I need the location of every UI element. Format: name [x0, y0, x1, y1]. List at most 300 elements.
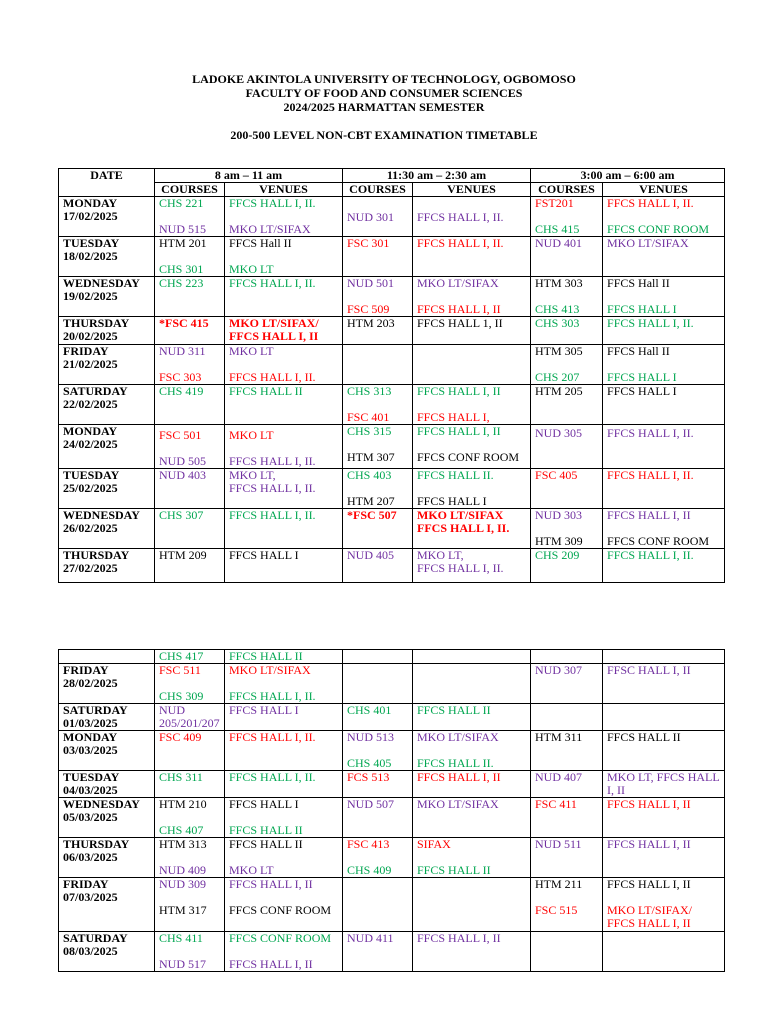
venue-cell: [225, 798, 343, 838]
day-row: [59, 771, 725, 798]
timetable-part-1: [58, 168, 725, 583]
venue-cell: [603, 277, 725, 317]
venue-name: FFCS HALL I, II: [607, 797, 691, 811]
venue-name: MKO LT/SIFAX: [229, 222, 311, 236]
venue-name: FFCS HALL I, II.: [229, 481, 316, 495]
venue-name: FFCS HALL I, II.: [607, 316, 694, 330]
exam-date: 20/02/2025: [63, 329, 118, 343]
course-code: NUD 307: [535, 663, 582, 677]
venue-name: FFCS HALL I, II: [417, 384, 501, 398]
date-cell: [59, 277, 155, 317]
day-row: [59, 731, 725, 771]
venue-name: FFCS HALL I, II: [607, 916, 691, 930]
course-code: HTM 209: [159, 548, 207, 562]
course-cell: [531, 237, 603, 277]
exam-date: 18/02/2025: [63, 249, 118, 263]
course-cell: [531, 771, 603, 798]
day-name: WEDNESDAY: [63, 508, 140, 522]
timetable-part-2: [58, 649, 725, 972]
venue-name: FFCS HALL I, II.: [607, 468, 694, 482]
exam-date: 22/02/2025: [63, 397, 118, 411]
slot2-header: 11:30 am – 2:30 am: [343, 169, 531, 183]
course-code: NUD 401: [535, 236, 583, 250]
exam-date: 26/02/2025: [63, 521, 118, 535]
venue-name: FFCS HALL I, II.: [607, 548, 694, 562]
courses-header: COURSES: [155, 183, 225, 197]
course-code: HTM 311: [535, 730, 583, 744]
date-cell: [59, 317, 155, 345]
course-code: HTM 303: [535, 276, 583, 290]
course-cell: [155, 277, 225, 317]
course-code: NUD 311: [159, 344, 206, 358]
venue-name: FFCS Hall II: [607, 276, 670, 290]
day-name: THURSDAY: [63, 548, 130, 562]
venue-name: FFCS HALL II: [229, 823, 303, 837]
course-cell: [531, 878, 603, 932]
venue-name: FFCS HALL I, II.: [417, 521, 510, 535]
venue-name: FFCS HALL I, II: [607, 837, 691, 851]
slot1-header: 8 am – 11 am: [155, 169, 343, 183]
course-code: FSC 411: [535, 797, 577, 811]
venue-name: FFCS HALL I: [229, 797, 299, 811]
venue-name: FFCS HALL I, II.: [607, 426, 694, 440]
course-code: CHS 303: [535, 316, 580, 330]
course-cell: [531, 469, 603, 509]
day-row: [59, 197, 725, 237]
course-cell: [155, 237, 225, 277]
venue-name: FFCS HALL I, II: [229, 877, 313, 891]
day-row: [59, 549, 725, 583]
venue-name: FFCS HALL I, II.: [607, 196, 694, 210]
course-cell: [531, 509, 603, 549]
course-code: NUD 507: [347, 797, 394, 811]
venue-cell: [603, 838, 725, 878]
day-name: TUESDAY: [63, 468, 120, 482]
course-cell: [531, 549, 603, 583]
venue-cell: [225, 932, 343, 972]
course-cell: [531, 798, 603, 838]
day-row: [59, 277, 725, 317]
exam-date: 24/02/2025: [63, 437, 118, 451]
day-row: [59, 704, 725, 731]
course-code: HTM 201: [159, 236, 207, 250]
course-code: HTM 211: [535, 877, 583, 891]
venue-name: FFCS Hall II: [229, 236, 292, 250]
venues-header: VENUES: [603, 183, 725, 197]
venue-cell: [413, 509, 531, 549]
course-code: FSC 401: [347, 410, 390, 424]
venue-cell: [603, 664, 725, 704]
course-code: *FSC 415: [159, 316, 209, 330]
venue-name: FFCS CONF ROOM: [607, 534, 710, 548]
course-code: HTM 210: [159, 797, 207, 811]
exam-date: 01/03/2025: [63, 716, 118, 730]
course-code: NUD 517: [159, 957, 206, 971]
day-name: FRIDAY: [63, 663, 109, 677]
course-code: NUD 409: [159, 863, 206, 877]
venue-cell: [603, 731, 725, 771]
course-code: NUD 403: [159, 468, 206, 482]
venue-name: SIFAX: [417, 837, 451, 851]
venue-cell: [225, 731, 343, 771]
course-cell: [531, 317, 603, 345]
venue-cell: [225, 771, 343, 798]
venue-cell: [413, 664, 531, 704]
course-code: *FSC 507: [347, 508, 397, 522]
course-code: HTM 317: [159, 903, 207, 917]
venue-name: MKO LT: [229, 262, 274, 276]
venue-cell: [225, 237, 343, 277]
course-code: CHS 313: [347, 384, 392, 398]
venue-cell: [225, 650, 343, 664]
day-row: [59, 838, 725, 878]
course-code: FSC 515: [535, 903, 578, 917]
day-name: TUESDAY: [63, 236, 120, 250]
course-code: FSC 405: [535, 468, 578, 482]
course-code: NUD 511: [535, 837, 582, 851]
venue-name: MKO LT/SIFAX/: [607, 903, 693, 917]
course-cell: [343, 704, 413, 731]
day-name: THURSDAY: [63, 316, 130, 330]
date-cell: [59, 664, 155, 704]
venue-cell: [225, 704, 343, 731]
course-code: HTM 207: [347, 494, 395, 508]
venue-cell: [603, 345, 725, 385]
day-name: FRIDAY: [63, 344, 109, 358]
venue-name: FFCS HALL II.: [417, 756, 494, 770]
venue-name: MKO LT: [229, 863, 274, 877]
course-code: HTM 305: [535, 344, 583, 358]
course-code: 205/201/207: [159, 716, 220, 730]
venue-cell: [603, 549, 725, 583]
course-code: CHS 417: [159, 649, 204, 663]
venue-cell: [413, 798, 531, 838]
date-cell: [59, 345, 155, 385]
course-cell: [155, 771, 225, 798]
course-code: CHS 301: [159, 262, 204, 276]
course-cell: [531, 277, 603, 317]
venue-name: MKO LT: [229, 344, 274, 358]
course-code: FSC 413: [347, 837, 390, 851]
course-code: CHS 311: [159, 770, 203, 784]
slot3-header: 3:00 am – 6:00 am: [531, 169, 725, 183]
venue-cell: [603, 798, 725, 838]
exam-date: 28/02/2025: [63, 676, 118, 690]
venue-name: MKO LT/SIFAX: [417, 276, 499, 290]
venue-name: FFCS HALL I, II: [417, 302, 501, 316]
faculty-name: FACULTY OF FOOD AND CONSUMER SCIENCES: [245, 86, 523, 100]
course-cell: [155, 385, 225, 425]
course-code: HTM 307: [347, 450, 395, 464]
course-cell: [155, 345, 225, 385]
date-cell: [59, 425, 155, 469]
venue-cell: [413, 469, 531, 509]
course-cell: [155, 838, 225, 878]
date-cell: [59, 771, 155, 798]
venue-cell: [603, 425, 725, 469]
venue-name: MKO LT, FFCS HALL I, II: [607, 770, 720, 797]
date-cell: [59, 237, 155, 277]
course-cell: [343, 731, 413, 771]
course-code: FSC 501: [159, 428, 202, 442]
venues-header: VENUES: [413, 183, 531, 197]
venue-name: FFCS HALL II: [229, 649, 303, 663]
venue-name: FFCS CONF ROOM: [607, 222, 710, 236]
date-cell: [59, 798, 155, 838]
exam-date: 06/03/2025: [63, 850, 118, 864]
day-row: [59, 469, 725, 509]
venue-name: FFCS HALL I, II: [417, 931, 501, 945]
course-cell: [155, 197, 225, 237]
course-cell: [155, 469, 225, 509]
venue-name: FFCS HALL II: [229, 384, 303, 398]
document-header: [0, 72, 768, 142]
course-cell: [343, 771, 413, 798]
course-code: CHS 221: [159, 196, 204, 210]
course-cell: [155, 509, 225, 549]
day-row: [59, 425, 725, 469]
venue-cell: [413, 878, 531, 932]
day-row: [59, 237, 725, 277]
venue-name: FFSC HALL I, II: [607, 663, 691, 677]
day-name: MONDAY: [63, 730, 118, 744]
course-cell: [155, 731, 225, 771]
venue-name: FFCS HALL I, II.: [229, 370, 316, 384]
date-cell: [59, 932, 155, 972]
venue-cell: [413, 317, 531, 345]
venue-name: FFCS HALL I, II: [607, 508, 691, 522]
course-cell: [343, 197, 413, 237]
venue-cell: [225, 277, 343, 317]
course-cell: [343, 277, 413, 317]
venue-cell: [225, 664, 343, 704]
exam-date: 17/02/2025: [63, 209, 118, 223]
venue-name: FFCS HALL I, II.: [229, 770, 316, 784]
date-cell: [59, 878, 155, 932]
course-cell: [343, 650, 413, 664]
course-cell: [343, 237, 413, 277]
course-cell: [155, 650, 225, 664]
course-code: NUD 309: [159, 877, 206, 891]
venue-name: MKO LT/SIFAX: [417, 797, 499, 811]
exam-date: 25/02/2025: [63, 481, 118, 495]
course-code: NUD 515: [159, 222, 206, 236]
day-row: [59, 798, 725, 838]
venue-name: FFCS HALL II: [417, 703, 491, 717]
venue-cell: [225, 345, 343, 385]
venue-cell: [603, 469, 725, 509]
exam-date: 04/03/2025: [63, 783, 118, 797]
venue-name: MKO LT/SIFAX: [229, 663, 311, 677]
course-cell: [531, 425, 603, 469]
venue-name: FFCS HALL 1, II: [417, 316, 503, 330]
venue-cell: [225, 469, 343, 509]
venue-cell: [603, 317, 725, 345]
course-code: NUD 305: [535, 426, 583, 440]
exam-date: 21/02/2025: [63, 357, 118, 371]
course-cell: [531, 932, 603, 972]
venue-name: FFCS HALL I, II: [229, 329, 319, 343]
venue-cell: [225, 549, 343, 583]
venue-cell: [603, 385, 725, 425]
course-code: NUD: [159, 703, 185, 717]
course-code: HTM 313: [159, 837, 207, 851]
course-code: CHS 307: [159, 508, 204, 522]
exam-date: 05/03/2025: [63, 810, 118, 824]
course-code: HTM 309: [535, 534, 583, 548]
course-cell: [343, 664, 413, 704]
venue-name: FFCS Hall II: [607, 344, 670, 358]
course-code: CHS 209: [535, 548, 580, 562]
venue-cell: [413, 731, 531, 771]
course-cell: [343, 317, 413, 345]
course-cell: [531, 345, 603, 385]
venue-name: FFCS HALL I, II: [417, 424, 501, 438]
venue-name: MKO LT,: [229, 468, 276, 482]
day-row: [59, 509, 725, 549]
course-cell: [155, 664, 225, 704]
course-code: FCS 513: [347, 770, 390, 784]
day-row: [59, 317, 725, 345]
venue-name: FFCS HALL I: [607, 302, 677, 316]
venue-name: FFCS HALL I, II.: [229, 196, 316, 210]
course-cell: [343, 345, 413, 385]
venue-cell: [413, 425, 531, 469]
day-row: [59, 345, 725, 385]
semester-label: 2024/2025 HARMATTAN SEMESTER: [283, 100, 485, 114]
venue-name: FFCS CONF ROOM: [229, 931, 332, 945]
date-cell: [59, 385, 155, 425]
venue-cell: [413, 704, 531, 731]
venue-name: FFCS HALL I, II.: [417, 561, 504, 575]
venue-name: MKO LT: [229, 428, 274, 442]
course-code: CHS 207: [535, 370, 580, 384]
day-row: [59, 664, 725, 704]
venue-cell: [413, 932, 531, 972]
course-cell: [343, 878, 413, 932]
venue-name: FFCS CONF ROOM: [417, 450, 520, 464]
venue-name: FFCS HALL I, II.: [417, 210, 504, 224]
course-code: CHS 411: [159, 931, 203, 945]
date-cell: [59, 838, 155, 878]
course-cell: [155, 932, 225, 972]
course-cell: [343, 385, 413, 425]
venue-name: FFCS HALL I: [417, 494, 487, 508]
course-cell: [531, 731, 603, 771]
course-cell: [343, 509, 413, 549]
timetable-title: 200-500 LEVEL NON-CBT EXAMINATION TIMETABLE: [230, 128, 538, 142]
courses-header: COURSES: [531, 183, 603, 197]
venue-cell: [603, 704, 725, 731]
venue-name: FFCS CONF ROOM: [229, 903, 332, 917]
course-code: CHS 407: [159, 823, 204, 837]
exam-date: 03/03/2025: [63, 743, 118, 757]
venue-name: FFCS HALL I,: [417, 410, 490, 424]
day-name: MONDAY: [63, 196, 118, 210]
course-cell: [343, 838, 413, 878]
venue-name: MKO LT/SIFAX: [607, 236, 689, 250]
venue-cell: [225, 425, 343, 469]
date-cell: [59, 509, 155, 549]
course-code: HTM 203: [347, 316, 395, 330]
venue-name: FFCS HALL I: [607, 384, 677, 398]
course-code: NUD 407: [535, 770, 582, 784]
course-cell: [343, 469, 413, 509]
course-code: CHS 409: [347, 863, 392, 877]
venue-cell: [603, 932, 725, 972]
course-cell: [531, 197, 603, 237]
venue-cell: [413, 650, 531, 664]
course-cell: [531, 650, 603, 664]
course-cell: [531, 664, 603, 704]
course-code: FSC 301: [347, 236, 390, 250]
venue-name: FFCS HALL I: [229, 703, 299, 717]
venue-name: MKO LT,: [417, 548, 464, 562]
exam-date: 07/03/2025: [63, 890, 118, 904]
course-code: NUD 501: [347, 276, 394, 290]
venue-cell: [225, 878, 343, 932]
course-code: NUD 301: [347, 210, 394, 224]
course-code: FSC 509: [347, 302, 390, 316]
course-code: NUD 505: [159, 454, 206, 468]
date-cell: [59, 549, 155, 583]
course-cell: [531, 385, 603, 425]
day-name: THURSDAY: [63, 837, 130, 851]
timetable-body-2: [59, 650, 725, 972]
day-row: [59, 385, 725, 425]
exam-date: 27/02/2025: [63, 561, 118, 575]
venue-cell: [413, 771, 531, 798]
venue-cell: [603, 878, 725, 932]
date-cell: [59, 704, 155, 731]
course-code: HTM 205: [535, 384, 583, 398]
course-cell: [155, 704, 225, 731]
exam-date: 08/03/2025: [63, 944, 118, 958]
venue-cell: [413, 549, 531, 583]
venue-cell: [225, 385, 343, 425]
course-code: CHS 419: [159, 384, 204, 398]
course-code: CHS 309: [159, 689, 204, 703]
venue-name: MKO LT/SIFAX: [417, 508, 504, 522]
course-code: CHS 405: [347, 756, 392, 770]
courses-header: COURSES: [343, 183, 413, 197]
venue-cell: [413, 838, 531, 878]
venues-header: VENUES: [225, 183, 343, 197]
day-name: SATURDAY: [63, 703, 128, 717]
course-cell: [531, 704, 603, 731]
venue-name: FFCS HALL I: [229, 548, 299, 562]
course-cell: [343, 425, 413, 469]
venue-cell: [603, 197, 725, 237]
course-code: CHS 403: [347, 468, 392, 482]
venue-cell: [413, 277, 531, 317]
venue-name: FFCS HALL I, II.: [417, 236, 504, 250]
day-row: [59, 650, 725, 664]
course-code: NUD 303: [535, 508, 583, 522]
course-cell: [155, 798, 225, 838]
venue-name: FFCS HALL II.: [417, 468, 494, 482]
venue-name: FFCS HALL I, II.: [229, 689, 316, 703]
venue-name: FFCS HALL I: [607, 370, 677, 384]
university-name: LADOKE AKINTOLA UNIVERSITY OF TECHNOLOGY, OGBOMOSO: [192, 72, 576, 86]
venue-name: FFCS HALL I, II.: [229, 730, 316, 744]
venue-name: FFCS HALL I, II.: [229, 276, 316, 290]
venue-cell: [225, 317, 343, 345]
venue-cell: [413, 197, 531, 237]
venue-name: FFCS HALL I, II: [417, 770, 501, 784]
course-code: CHS 415: [535, 222, 580, 236]
venue-name: FFCS HALL I, II: [229, 957, 313, 971]
